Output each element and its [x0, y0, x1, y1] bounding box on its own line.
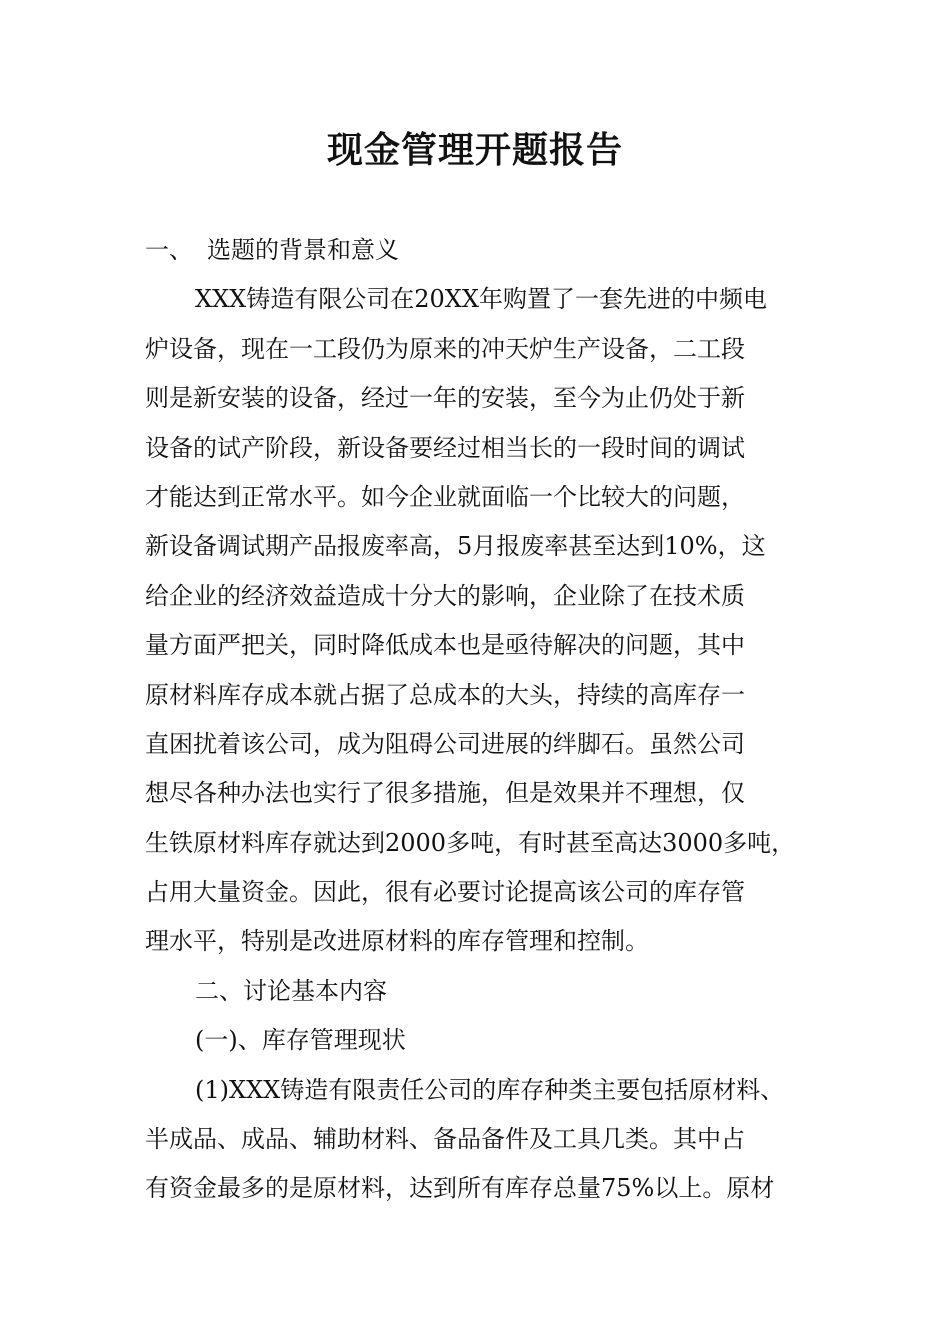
- paragraph-line: 才能达到正常水平。如今企业就面临一个比较大的问题，: [145, 482, 745, 511]
- section-1-title: 选题的背景和意义: [207, 236, 399, 264]
- section-1-number: 一、: [145, 236, 193, 264]
- section-2-heading: 二、讨论基本内容: [195, 976, 387, 1005]
- paragraph-line: 生铁原材料库存就达到2000多吨，有时甚至高达3000多吨，: [145, 828, 796, 857]
- paragraph-line: 有资金最多的是原材料，达到所有库存总量75%以上。原材: [145, 1174, 775, 1203]
- paragraph-line: 炉设备，现在一工段仍为原来的冲天炉生产设备，二工段: [145, 334, 745, 363]
- document-title: 现金管理开题报告: [326, 129, 623, 171]
- paragraph-line: XXX铸造有限公司在20XX年购置了一套先进的中频电: [195, 285, 767, 314]
- paragraph-2: [145, 1066, 810, 1214]
- paragraph-1: [145, 275, 810, 966]
- paragraph-line: 给企业的经济效益造成十分大的影响，企业除了在技术质: [145, 581, 745, 610]
- section-1-heading: [145, 226, 810, 275]
- paragraph-line: 原材料库存成本就占据了总成本的大头，持续的高库存一: [145, 680, 745, 709]
- paragraph-line: 新设备调试期产品报废率高，5月报废率甚至达到10%，这: [145, 532, 766, 561]
- subsection-1-heading: (一)、库存管理现状: [195, 1026, 406, 1055]
- paragraph-line: 设备的试产阶段，新设备要经过相当长的一段时间的调试: [145, 433, 745, 462]
- paragraph-line: 占用大量资金。因此，很有必要讨论提高该公司的库存管: [145, 878, 745, 907]
- paragraph-line: 半成品、成品、辅助材料、备品备件及工具几类。其中占: [145, 1125, 745, 1154]
- paragraph-line: (1)XXX铸造有限责任公司的库存种类主要包括原材料、: [195, 1075, 785, 1104]
- paragraph-line: 理水平，特别是改进原材料的库存管理和控制。: [145, 927, 649, 956]
- document-body: [145, 226, 810, 1214]
- paragraph-line: 直困扰着该公司，成为阻碍公司进展的绊脚石。虽然公司: [145, 729, 745, 758]
- paragraph-line: 想尽各种办法也实行了很多措施，但是效果并不理想，仅: [145, 779, 745, 808]
- paragraph-line: 量方面严把关，同时降低成本也是亟待解决的问题，其中: [145, 631, 745, 660]
- paragraph-line: 则是新安装的设备，经过一年的安装，至今为止仍处于新: [145, 384, 745, 413]
